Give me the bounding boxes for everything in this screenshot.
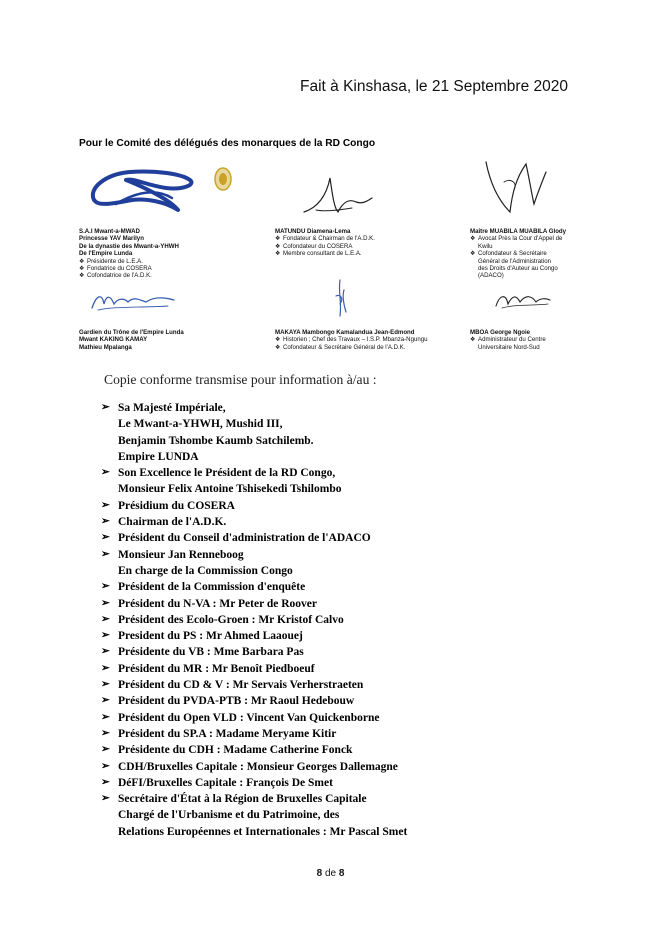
signatory-name: MBOA George Ngoie [470,329,531,336]
recipient-text: President du PS : Mr Ahmed Laaouej [118,630,303,643]
recipient-item [101,759,621,775]
recipient-item [101,530,621,546]
recipient-item [101,644,621,660]
signatory-line: Gardien du Trône de l'Empire Lunda [79,329,184,336]
signatory-name: Maître MUABILA MUABILA Glody [470,228,567,235]
recipient-text: Relations Européennes et Internationales : Mr Pascal Smet [118,825,408,838]
arrow-bullet-icon: ➢ [101,727,110,739]
signatory-name: MAKAYA Mambongo Kamalandua Jean-Edmond [275,329,415,336]
signatory-bullet: ❖ Cofondateur & Secrétaire [470,250,547,258]
arrow-bullet-icon: ➢ [101,548,110,560]
signature-muabila [480,152,550,222]
recipient-text: Président du MR : Mr Benoît Piedboeuf [118,662,315,675]
recipient-text: Chargé de l'Urbanisme et du Patrimoine, des [118,809,340,822]
diamond-bullet-icon: ❖ [79,272,85,280]
recipient-text: Président de la Commission d'enquête [118,581,306,594]
arrow-bullet-icon: ➢ [101,613,110,625]
signatory-line: Mathieu Mpalanga [79,343,132,351]
recipient-item [101,465,621,481]
recipient-item [101,514,621,530]
recipient-item [101,693,621,709]
arrow-bullet-icon: ➢ [101,695,110,707]
recipient-text: Présidente du VB : Mme Barbara Pas [118,646,304,659]
signatory-name: MATUNDU Diamena-Lema [275,228,351,235]
signatory-bullet: ❖ Fondatrice du COSERA [79,265,152,273]
recipient-text: Monsieur Felix Antoine Tshisekedi Tshilombo [118,483,342,496]
arrow-bullet-icon: ➢ [101,679,110,691]
signatory-line: De la dynastie des Mwant-a-YHWH [79,242,179,250]
arrow-bullet-icon: ➢ [101,581,110,593]
arrow-bullet-icon: ➢ [101,744,110,756]
signatory-block-matundu [275,228,375,258]
arrow-bullet-icon: ➢ [101,760,110,772]
dateline: Fait à Kinshasa, le 21 Septembre 2020 [300,78,568,95]
recipient-item [101,579,621,595]
signatory-block-mboa [470,329,546,351]
recipient-item [101,596,621,612]
recipient-text: Son Excellence le Président de la RD Congo, [118,467,336,480]
recipient-text: Chairman de l'A.D.K. [118,516,227,529]
recipient-text: Président du SP.A : Madame Meryame Kitir [118,727,337,740]
diamond-bullet-icon: ❖ [79,257,85,265]
recipient-item [101,547,621,563]
recipient-item [101,726,621,742]
signatory-block-yav-marilyn [79,228,179,280]
signature-matundu [296,168,376,220]
arrow-bullet-icon: ➢ [101,532,110,544]
recipient-item [101,791,621,807]
recipient-text: DéFI/Bruxelles Capitale : François De Smet [118,776,333,789]
signatory-block-makaya [275,329,428,351]
diamond-bullet-icon: ❖ [470,235,476,243]
recipient-text: Président du PVDA-PTB : Mr Raoul Hedebouw [118,695,355,708]
arrow-bullet-icon: ➢ [101,630,110,642]
signatory-bullet: ❖ Cofondateur du COSERA [275,242,353,250]
arrow-bullet-icon: ➢ [101,662,110,674]
recipient-text: CDH/Bruxelles Capitale : Monsieur Georges Dallemagne [118,760,398,773]
signatory-bullet: ❖ Avocat Près la Cour d'Appel de [470,235,563,243]
recipient-text: Président du CD & V : Mr Servais Verherstraeten [118,679,364,692]
diamond-bullet-icon: ❖ [470,250,476,258]
recipient-text: Benjamin Tshombe Kaumb Satchilemb. [118,434,314,447]
diamond-bullet-icon: ❖ [275,250,281,258]
signatory-bullet-continuation: (ADACO) [478,272,504,280]
recipient-text: Président du N-VA : Mr Peter de Roover [118,597,317,610]
recipient-text: En charge de la Commission Congo [118,564,293,577]
recipient-item-continuation [101,449,621,465]
signature-makaya [328,276,354,320]
recipient-item-continuation [101,807,621,823]
recipient-text: Monsieur Jan Renneboog [118,548,244,561]
recipient-text: Secrétaire d'État à la Région de Bruxelles Capitale [118,793,367,806]
signatory-block-muabila [470,228,566,280]
diamond-bullet-icon: ❖ [275,336,281,344]
arrow-bullet-icon: ➢ [101,499,110,511]
signatory-block-kaking-kamay [79,329,184,351]
arrow-bullet-icon: ➢ [101,776,110,788]
signatory-bullet: ❖ Membre consultant de L.E.A. [275,250,362,258]
signatory-line: S.A.I Mwant-a-MWAD [79,228,140,235]
signatory-bullet: ❖ Cofondateur & Secrétaire Général de l'A.D.K. [275,343,406,351]
arrow-bullet-icon: ➢ [101,793,110,805]
recipient-text: Présidium du COSERA [118,499,235,512]
signatory-bullet: ❖ Historien ; Chef des Travaux – I.S.P. Mbanza-Ngungu [275,336,428,344]
recipient-item-continuation [101,416,621,432]
arrow-bullet-icon: ➢ [101,402,110,413]
diamond-bullet-icon: ❖ [470,336,476,344]
committee-heading: Pour le Comité des délégués des monarques de la RD Congo [79,138,376,149]
diamond-bullet-icon: ❖ [275,343,281,351]
copy-title: Copie conforme transmise pour information à/au : [104,372,377,387]
signatory-bullet-continuation: des Droits d'Auteur au Congo [478,265,558,273]
page-number: 8 de 8 [316,868,345,879]
signatory-line: Mwant KAKING KAMAY [79,336,148,344]
recipient-text: Président du Conseil d'administration de l'ADACO [118,532,371,545]
recipient-text: Empire LUNDA [118,450,199,463]
signatory-line: De l'Empire Lunda [79,250,133,258]
signatory-bullet-continuation: Kwilu [478,242,493,250]
recipient-text: Présidente du CDH : Madame Catherine Fonck [118,744,353,757]
recipient-item [101,612,621,628]
signature-kaking-kamay [88,286,178,316]
diamond-bullet-icon: ❖ [79,265,85,273]
recipient-item [101,498,621,514]
recipient-item-continuation [101,433,621,449]
recipient-item [101,742,621,758]
recipient-item [101,710,621,726]
recipient-item-continuation [101,481,621,497]
diamond-bullet-icon: ❖ [275,235,281,243]
signature-yav-marilyn [86,160,206,220]
arrow-bullet-icon: ➢ [101,597,110,609]
seal-icon [212,164,234,194]
diamond-bullet-icon: ❖ [275,242,281,250]
recipient-text: Président des Ecolo-Groen : Mr Kristof Calvo [118,613,344,626]
signatory-bullet: ❖ Administrateur du Centre [470,336,546,344]
arrow-bullet-icon: ➢ [101,711,110,723]
recipient-list [101,400,621,840]
recipient-item [101,661,621,677]
signatory-bullet: ❖ Fondateur & Chairman de l'A.D.K. [275,235,375,243]
recipient-text: Président du Open VLD : Vincent Van Quickenborne [118,711,380,724]
arrow-bullet-icon: ➢ [101,467,110,479]
recipient-item [101,677,621,693]
recipient-item-continuation [101,824,621,840]
arrow-bullet-icon: ➢ [101,516,110,528]
signatory-bullet-continuation: Général de l'Administration [478,257,551,265]
recipient-item [101,775,621,791]
signatory-bullet: ❖ Présidente de L.E.A. [79,257,143,265]
signatory-line: Princesse YAV Marilyn [79,235,144,243]
recipient-text: Sa Majesté Impériale, [118,402,226,414]
recipient-text: Le Mwant-a-YHWH, Mushid III, [118,418,283,431]
signature-mboa [492,288,552,314]
recipient-item-continuation [101,563,621,579]
signatory-bullet: ❖ Cofondatrice de l'A.D.K. [79,272,152,280]
recipient-item [101,400,621,416]
arrow-bullet-icon: ➢ [101,646,110,658]
recipient-item [101,628,621,644]
signatory-bullet-continuation: Universitaire Nord-Sud [478,343,540,351]
